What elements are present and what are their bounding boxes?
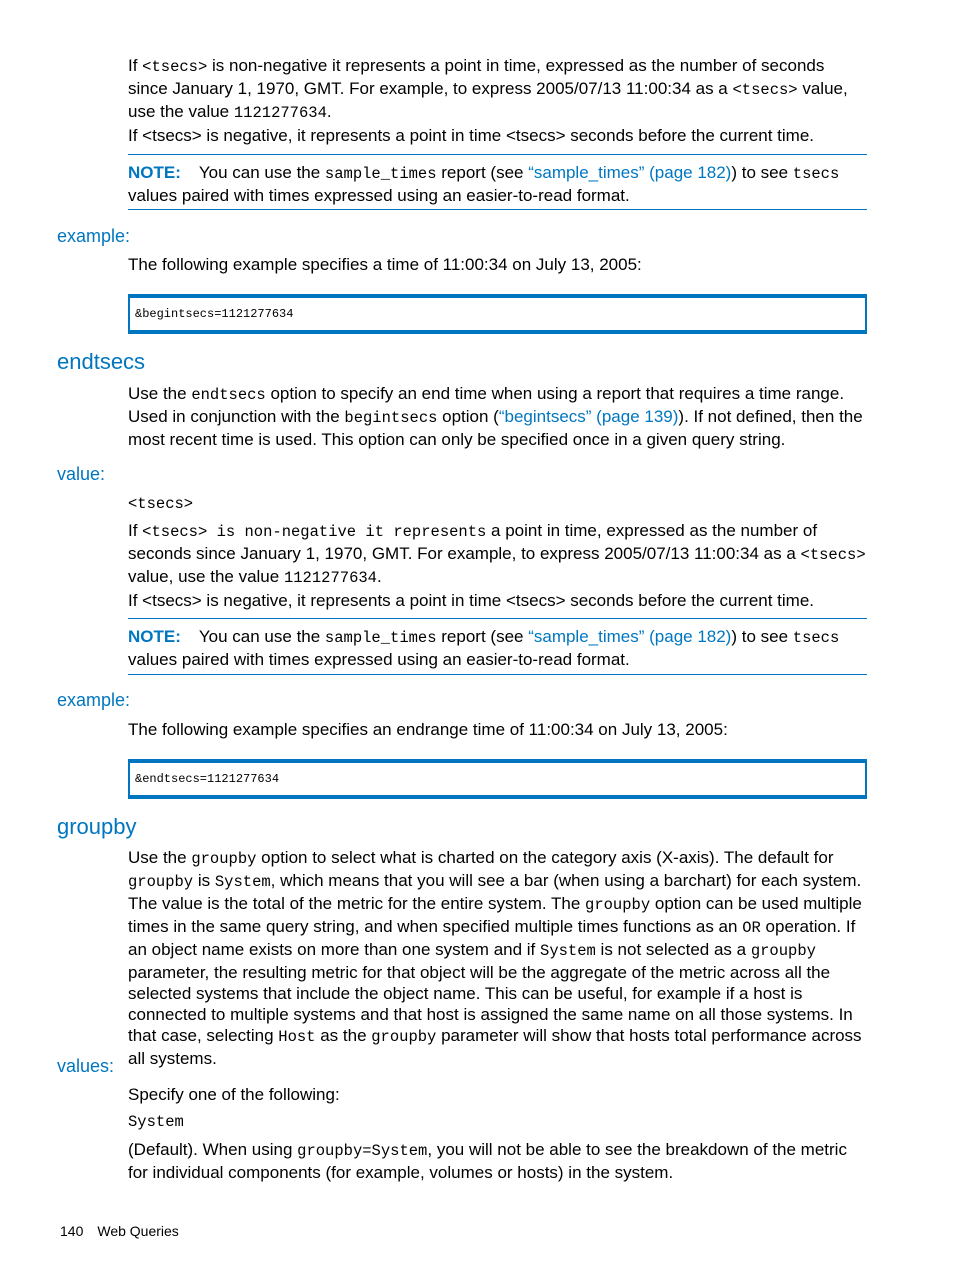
section-heading-endtsecs: endtsecs (57, 349, 146, 374)
begintsecs-link[interactable]: “begintsecs” (page 139) (498, 407, 679, 426)
note-bottom-rule (128, 674, 867, 675)
note: NOTE: You can use the sample_times report (see “sample_times” (page 182)) to see tsecs values paired with times expressed using an easier-to-read format. (128, 163, 840, 205)
value-format: <tsecs> (128, 495, 194, 513)
page-number: 140 (60, 1223, 84, 1239)
sample-times-link[interactable]: “sample_times” (page 182) (528, 627, 732, 646)
endtsecs-description: Use the endtsecs option to specify an end time when using a report that requires a time range. Used in conjunction with the begintsecs option (“begintsecs” (page 139)). If not defined, then the most recent time is used. This option can only be specified once in a given query string. (128, 384, 863, 449)
note-label: NOTE: (128, 627, 181, 646)
note-label: NOTE: (128, 163, 181, 182)
values-heading: values: (57, 1056, 115, 1076)
endtsecs-nonnegative-paragraph: If <tsecs> is non-negative it represents a point in time, expressed as the number of seconds since January 1, 1970, GMT. For example, to express 2005/07/13 11:00:34 as a <tsecs> value, use the value 1121277634. (128, 521, 866, 587)
begintsecs-nonnegative-paragraph: If <tsecs> is non-negative it represents a point in time, expressed as the number of seconds since January 1, 1970, GMT. For example, to express 2005/07/13 11:00:34 as a <tsecs> value, use the value 1121277634. (128, 56, 848, 122)
code-block (128, 759, 867, 799)
endtsecs-negative-paragraph: If <tsecs> is negative, it represents a point in time <tsecs> seconds before the current time. (128, 591, 815, 610)
code-text: &endtsecs=1121277634 (135, 772, 280, 786)
example-heading: example: (57, 690, 131, 710)
groupby-description: Use the groupby option to select what is charted on the category axis (X-axis). The default for groupby is System, which means that you will see a bar (when using a barchart) for each system. The value is the total of the metric for the entire system. The groupby option can be used multiple times in the same query string, and when specified multiple times functions as an OR operation. If an object name exists on more than one system and if System is not selected as a groupby parameter, the resulting metric for that object will be the aggregate of the metric across all the selected systems that include the object name. This can be useful, for example if a host is connected to multiple systems and that host is assigned the same name on all those systems. In that case, selecting Host as the groupby parameter will show that hosts total performance across all systems. (128, 848, 862, 1068)
system-description: (Default). When using groupby=System, you will not be able to see the breakdown of the metric for individual components (for example, volumes or hosts) in the system. (128, 1140, 847, 1182)
note: NOTE: You can use the sample_times report (see “sample_times” (page 182)) to see tsecs values paired with times expressed using an easier-to-read format. (128, 627, 840, 669)
values-intro: Specify one of the following: (128, 1085, 340, 1104)
example-text: The following example specifies a time of 11:00:34 on July 13, 2005: (128, 255, 642, 274)
example-text: The following example specifies an endrange time of 11:00:34 on July 13, 2005: (128, 720, 728, 739)
section-heading-groupby: groupby (57, 814, 137, 839)
code-text: &begintsecs=1121277634 (135, 307, 294, 321)
sample-times-link[interactable]: “sample_times” (page 182) (528, 163, 732, 182)
note-top-rule (128, 154, 867, 155)
code-block (128, 294, 867, 334)
page-footer (60, 1222, 179, 1240)
footer-section-title: Web Queries (97, 1223, 179, 1239)
begintsecs-negative-paragraph: If <tsecs> is negative, it represents a point in time <tsecs> seconds before the current time. (128, 126, 815, 145)
note-bottom-rule (128, 209, 867, 210)
example-heading: example: (57, 226, 131, 246)
note-top-rule (128, 618, 867, 619)
value-system: System (128, 1113, 184, 1131)
value-heading: value: (57, 464, 106, 484)
